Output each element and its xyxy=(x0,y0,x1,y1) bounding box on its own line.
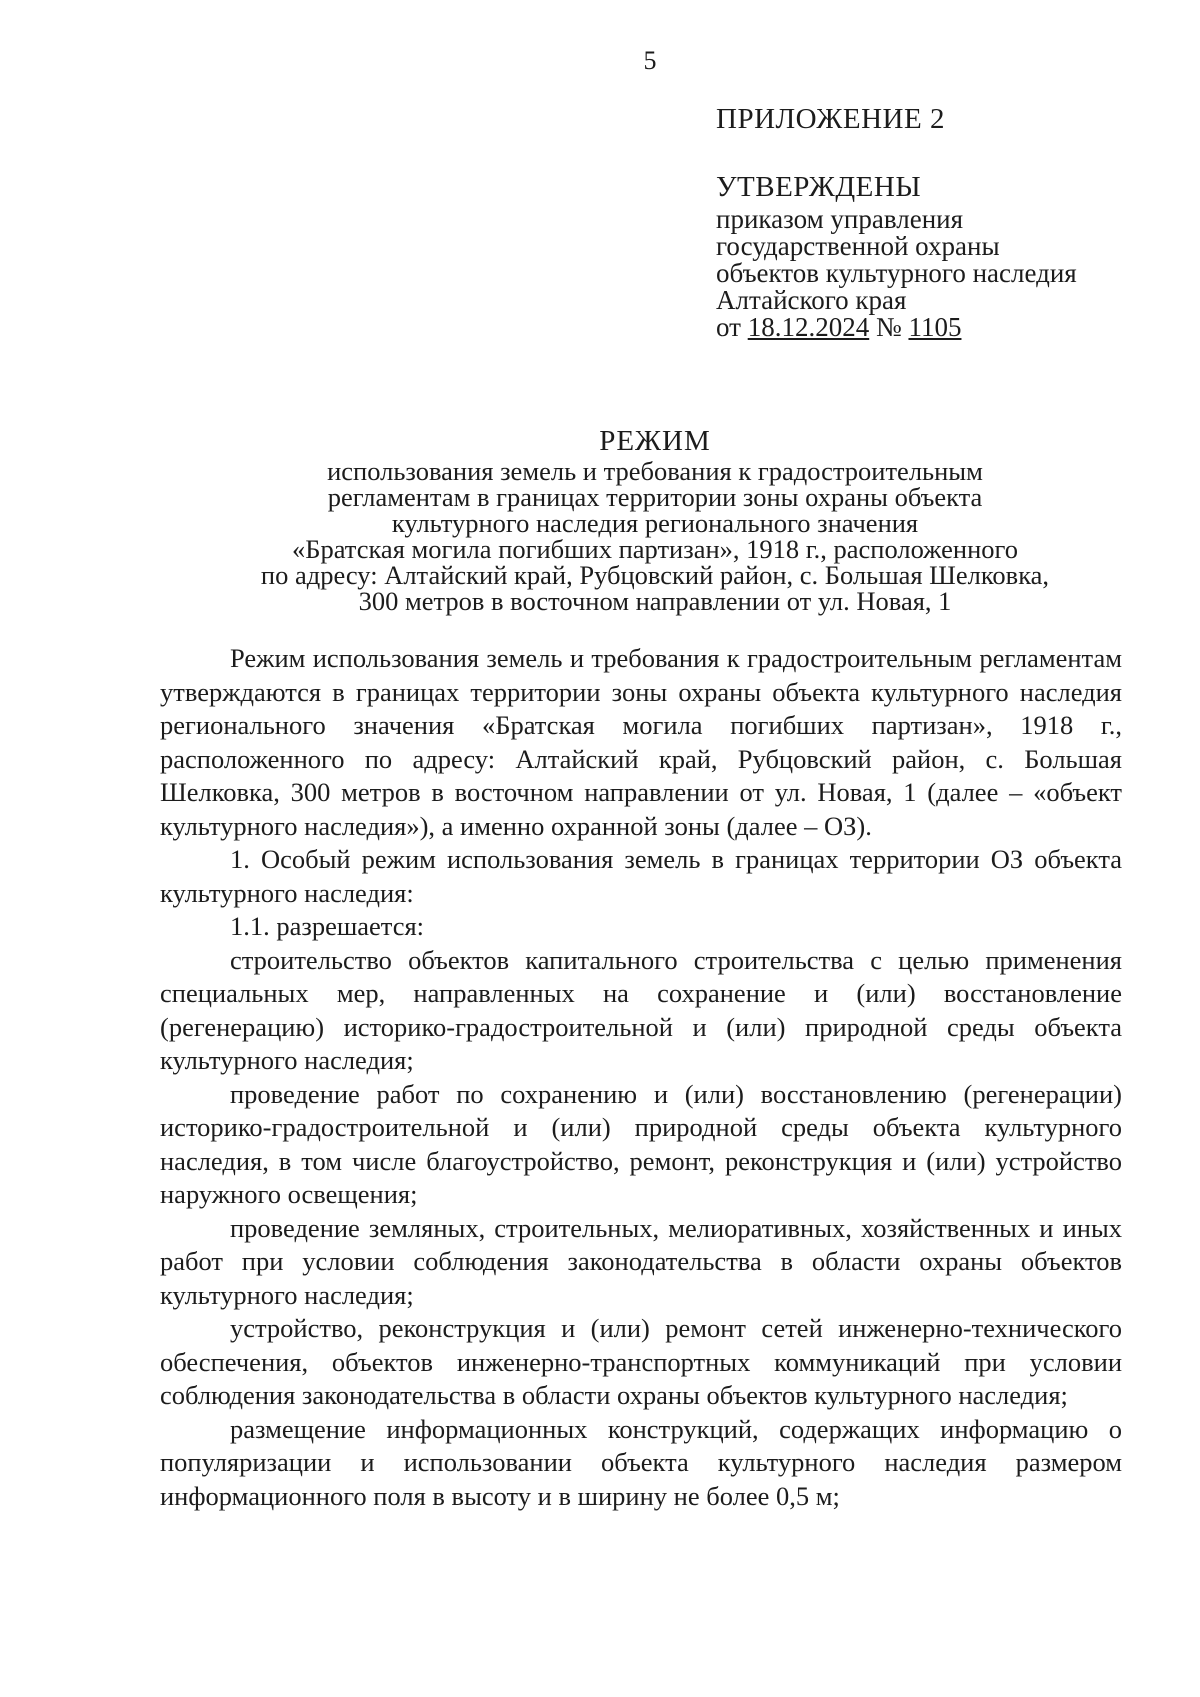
approval-title: УТВЕРЖДЕНЫ xyxy=(716,171,922,203)
body-paragraph: 1.1. разрешается: xyxy=(230,911,425,941)
approval-date: 18.12.2024 xyxy=(747,312,870,342)
approval-block xyxy=(716,170,1146,341)
body-paragraph: устройство, реконструкция и (или) ремонт сетей инженерно-технического обеспечения, объектов инженерно-транспортных коммуникаций при условии соблюдения законодательства в области охраны объектов культурного наследия; xyxy=(160,1313,1122,1410)
subtitle-line: использования земель и требования к градостроительным xyxy=(327,456,983,486)
subtitle-line: регламентам в границах территории зоны охраны объекта xyxy=(327,482,983,512)
subtitle-line: культурного наследия регионального значения xyxy=(391,508,919,538)
body-paragraph: проведение работ по сохранению и (или) восстановлению (регенерации) историко-градостроительной и (или) природной среды объекта культурного наследия, в том числе благоустройство, ремонт, реконструкция и (или) устройство наружного освещения; xyxy=(160,1078,1122,1209)
approval-line: объектов культурного наследия xyxy=(716,258,1077,288)
page-number: 5 xyxy=(643,46,657,75)
body-paragraph: проведение земляных, строительных, мелиоративных, хозяйственных и иных работ при условии соблюдения законодательства в области охраны объектов культурного наследия; xyxy=(160,1212,1122,1310)
approval-line: приказом управления xyxy=(716,204,964,234)
approval-number: 1105 xyxy=(908,312,962,342)
document-body xyxy=(160,642,1122,1513)
subtitle-line: по адресу: Алтайский край, Рубцовский район, с. Большая Шелковка, xyxy=(260,560,1050,590)
number-prefix: № xyxy=(869,312,909,342)
body-paragraph: размещение информационных конструкций, содержащих информацию о популяризации и использовании объекта культурного наследия размером информационного поля в высоту и в ширину не более 0,5 м; xyxy=(160,1413,1122,1511)
appendix-heading: ПРИЛОЖЕНИЕ 2 xyxy=(716,103,945,135)
document-title: РЕЖИМ xyxy=(599,425,711,457)
approval-line: государственной охраны xyxy=(716,231,1000,261)
body-paragraph: Режим использования земель и требования к градостроительным регламентам утверждаются в границах территории зоны охраны объекта культурного наследия регионального значения «Братская могила погибших партизан», 1918 г., расположенного по адресу: Алтайский край, Рубцовский район, с. Большая Шелковка, 300 метров в восточном направлении от ул. Новая, 1 (далее – «объект культурного наследия»), а именно охранной зоны (далее – ОЗ). xyxy=(160,643,1122,841)
subtitle-line: 300 метров в восточном направлении от ул. Новая, 1 xyxy=(358,586,952,616)
body-paragraph: 1. Особый режим использования земель в границах территории ОЗ объекта культурного наследия: xyxy=(160,844,1122,908)
approval-line: Алтайского края xyxy=(716,285,907,315)
body-paragraph: строительство объектов капитального строительства с целью применения специальных мер, направленных на сохранение и (или) восстановление (регенерацию) историко-градостроительной и (или) природной среды объекта культурного наследия; xyxy=(160,944,1122,1075)
document-title-block xyxy=(140,424,1170,614)
subtitle-line: «Братская могила погибших партизан», 1918 г., расположенного xyxy=(292,534,1018,564)
approval-date-line xyxy=(716,314,1146,341)
date-prefix: от xyxy=(716,312,748,342)
